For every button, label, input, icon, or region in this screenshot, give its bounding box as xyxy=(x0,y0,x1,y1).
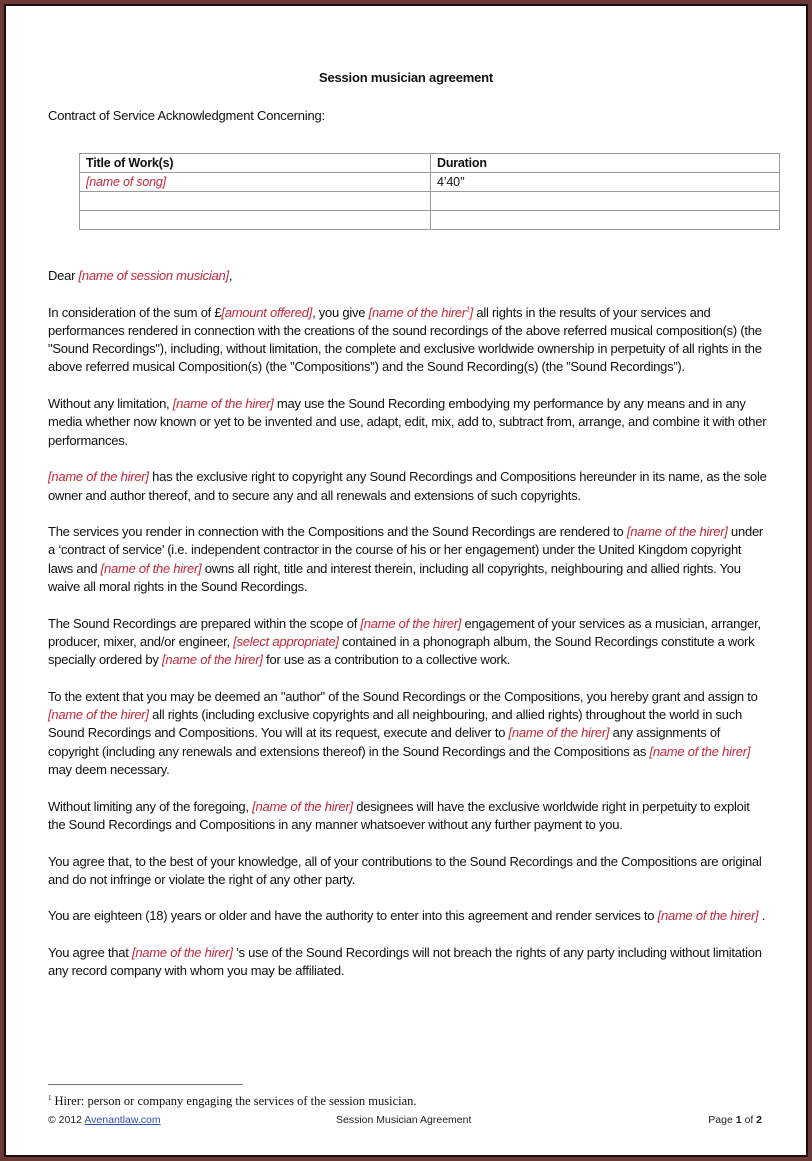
agreement-body xyxy=(48,267,768,999)
footnote xyxy=(48,1094,417,1109)
placeholder-hirer: [name of the hirer] xyxy=(626,524,728,540)
paragraph-assignment: To the extent that you may be deemed an "author" of the Sound Recordings or the Compositions, you hereby grant and assign to [name of the hirer] all rights (including exclusive copyrights and all neighbouring, and allied rights) throughout the world in such Sound Recordings and Compositions. You will at its request, execute and deliver to [name of the hirer] any assignments of copyright (including any renewals and extensions thereof) in the Sound Recordings and the Compositions as [name of the hirer] may deem necessary. xyxy=(48,688,758,778)
placeholder-hirer: [name of the hirer] xyxy=(252,798,353,814)
table-row xyxy=(80,173,780,192)
placeholder-hirer: [name of the hirer] xyxy=(161,652,263,668)
table-header-row xyxy=(80,154,780,173)
paragraph-services: The services you render in connection with the Compositions and the Sound Recordings are rendered to [name of the hirer] under a ‘contract of service’ (i.e. independent contractor in the course of his or her engagement) under the United Kingdom copyright laws and [name of the hirer] owns all right, title and interest therein, including all copyrights, neighbouring and allied rights. You waive all moral rights in the Sound Recordings. xyxy=(48,524,764,595)
placeholder-musician-name: [name of session musician] xyxy=(78,268,229,283)
placeholder-hirer: [name of the hirer] xyxy=(649,743,751,759)
cell-title: [name of song] xyxy=(80,173,431,192)
paragraph-designees: Without limiting any of the foregoing, [name of the hirer] designees will have the exclusive worldwide right in perpetuity to exploit the Sound Recordings and Compositions in any manner whatsoever without any further payment to you. xyxy=(48,798,750,832)
placeholder-hirer: [name of the hirer] xyxy=(508,725,610,741)
paragraph-no-breach: You agree that [name of the hirer] ’s use of the Sound Recordings will not breach the rights of any party including without limitation any record company with whom you may be affiliated. xyxy=(48,944,762,979)
footnote-separator xyxy=(48,1084,243,1085)
placeholder-select-role: [select appropriate] xyxy=(233,633,339,649)
table-row xyxy=(80,211,780,230)
works-table xyxy=(79,153,780,230)
cell-duration xyxy=(431,192,780,211)
paragraph-age: You are eighteen (18) years or older and have the authority to enter into this agreement and render services to [name of the hirer] . xyxy=(48,908,766,924)
footnote-ref[interactable]: 1 xyxy=(465,306,470,314)
page-number: Page 1 of 2 xyxy=(708,1114,762,1126)
salutation: Dear [name of session musician], xyxy=(48,268,233,283)
placeholder-hirer: [name of the hirer] xyxy=(657,908,759,924)
cell-title xyxy=(80,192,431,211)
footer-copyright: © 2012 Avenantlaw.com xyxy=(48,1114,161,1126)
column-header-title: Title of Work(s) xyxy=(80,154,431,173)
document-title: Session musician agreement xyxy=(319,70,493,85)
footnote-text: Hirer: person or company engaging the services of the session musician. xyxy=(54,1094,417,1109)
paragraph-consideration: In consideration of the sum of £[amount offered], you give [name of the hirer$^1$] all rights in the results of your services and performances rendered in connection with the creations of the sound recordings of the above referred musical composition(s) (the "Sound Recordings"), including, without limitation, the complete and exclusive worldwide ownership in perpetuity of all rights in the above referred musical Composition(s) (the "Compositions") and the Sound Recording(s) (the ”Sound Recordings”). xyxy=(48,304,762,375)
placeholder-hirer: [name of the hirer] xyxy=(48,707,149,723)
placeholder-hirer: [name of the hirer] xyxy=(100,560,202,576)
cell-title xyxy=(80,211,431,230)
placeholder-hirer: [name of the hirer] xyxy=(48,469,149,485)
placeholder-amount: [amount offered] xyxy=(221,304,313,320)
footer-link[interactable]: Avenantlaw.com xyxy=(84,1114,161,1126)
footnote-number: 1 xyxy=(48,1094,52,1102)
placeholder-hirer: [name of the hirer] xyxy=(360,615,462,631)
cell-duration: 4’40’’ xyxy=(431,173,780,192)
column-header-duration: Duration xyxy=(431,154,780,173)
placeholder-hirer: [name of the hirer$^1$] xyxy=(368,304,473,320)
footer-document-name: Session Musician Agreement xyxy=(336,1114,472,1126)
placeholder-hirer: [name of the hirer] xyxy=(131,944,233,960)
paragraph-copyright: [name of the hirer] has the exclusive right to copyright any Sound Recordings and Compositions hereunder in its name, as the sole owner and author thereof, and to secure any and all renewals and extensions of such copyrights. xyxy=(48,469,767,503)
paragraph-originality: You agree that, to the best of your knowledge, all of your contributions to the Sound Recordings and the Compositions are original and do not infringe or violate the right of any other party. xyxy=(48,853,762,887)
cell-duration xyxy=(431,211,780,230)
placeholder-hirer: [name of the hirer] xyxy=(172,396,274,412)
table-row xyxy=(80,192,780,211)
document-subtitle: Contract of Service Acknowledgment Concerning: xyxy=(48,108,325,123)
paragraph-scope: The Sound Recordings are prepared within the scope of [name of the hirer] engagement of your services as a musician, arranger, producer, mixer, and/or engineer, [select appropriate] contained in a phonograph album, the Sound Recordings constitute a work specially ordered by [name of the hirer] for use as a contribution to a collective work. xyxy=(48,615,761,668)
paragraph-usage: Without any limitation, [name of the hirer] may use the Sound Recording embodying my performance by any means and in any media whether now known or yet to be invented and use, adapt, edit, mix, add to, subtract from, arrange, and combine it with other performances. xyxy=(48,396,767,448)
page-footer xyxy=(48,1114,762,1130)
